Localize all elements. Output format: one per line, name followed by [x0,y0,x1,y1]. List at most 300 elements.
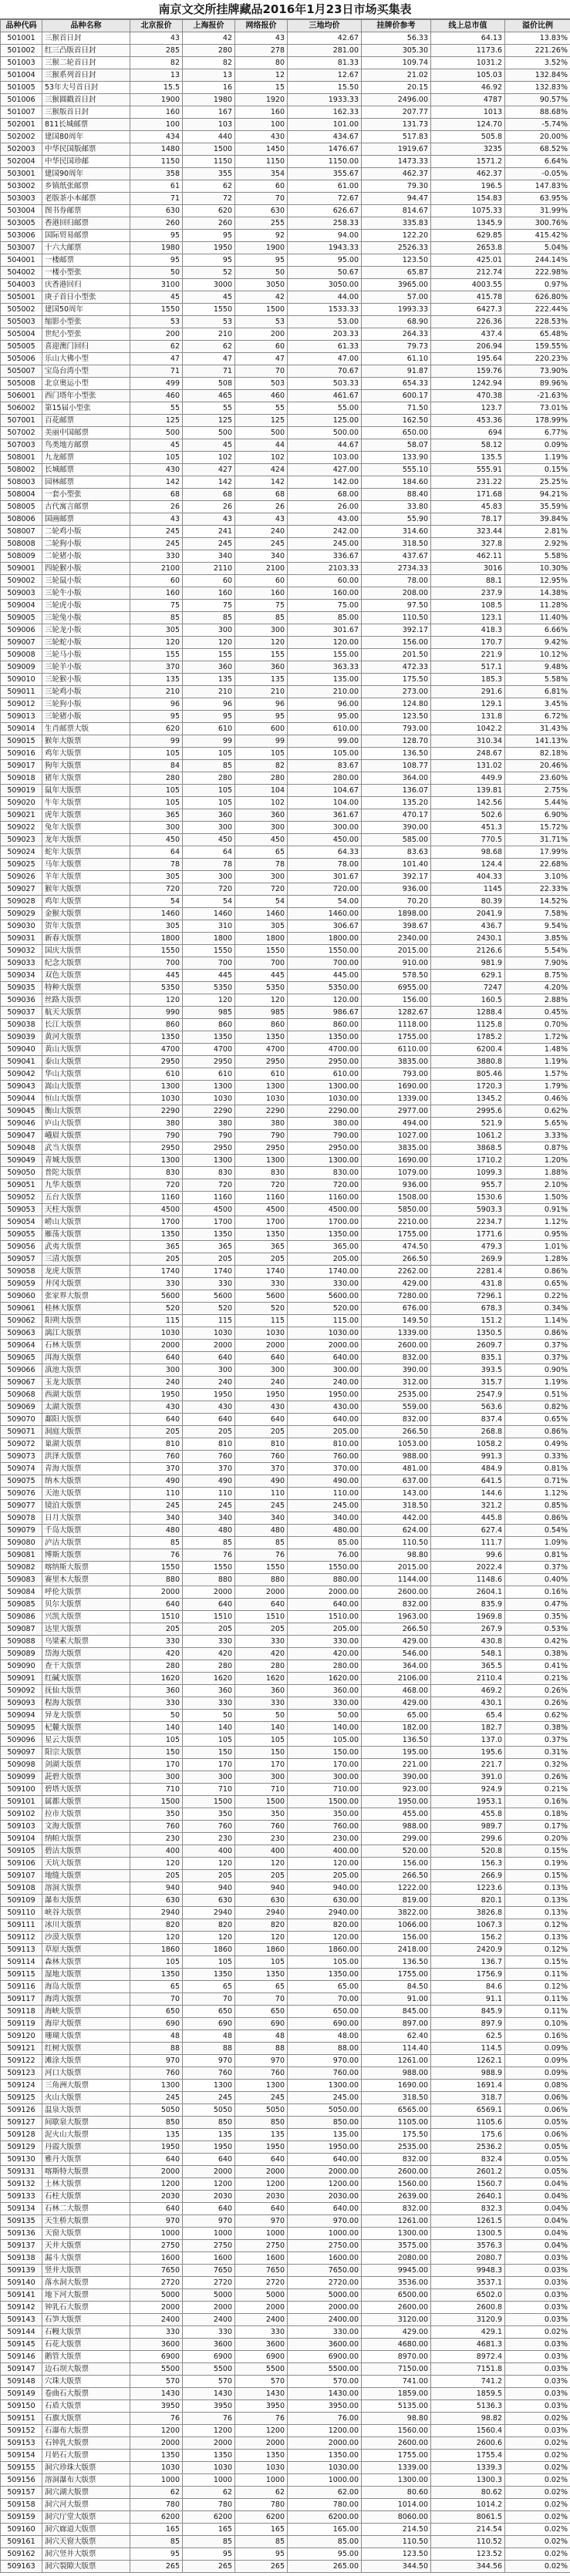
beijing-price-cell: 245 [130,1500,183,1512]
shanghai-price-cell: 82 [183,57,235,69]
premium-ratio-cell: 1.14% [505,1315,570,1327]
table-row [1,1907,570,1919]
name-cell: 红树大版票 [42,2043,130,2055]
shanghai-price-cell: 420 [183,1648,235,1660]
listing-reference-cell: 3965.00 [362,279,431,291]
online-price-cell: 1030 [235,1093,288,1105]
market-value-cell: 3537.1 [431,2277,505,2289]
market-value-cell: 221.7 [431,1759,505,1771]
listing-reference-cell: 390.00 [362,822,431,834]
average-price-cell: 1000.00 [288,2474,362,2487]
market-value-cell: 453.36 [431,415,505,427]
premium-ratio-cell: 0.15% [505,1956,570,1969]
beijing-price-cell: 880 [130,1574,183,1586]
code-cell: 509125 [1,2092,42,2104]
shanghai-price-cell: 860 [183,1019,235,1031]
premium-ratio-cell: 0.17% [505,1821,570,1833]
average-price-cell: 626.67 [288,205,362,217]
table-row [1,760,570,772]
online-price-cell: 880 [235,1574,288,1586]
code-cell: 503002 [1,180,42,193]
beijing-price-cell: 53 [130,316,183,328]
name-cell: 碧沽大版票 [42,1845,130,1858]
name-cell: 华山大版票 [42,1068,130,1081]
market-value-cell: 84.6 [431,1981,505,1993]
shanghai-price-cell: 115 [183,1315,235,1327]
average-price-cell: 120.00 [288,637,362,649]
table-body [1,32,570,2573]
premium-ratio-cell: 1.12% [505,1488,570,1500]
online-price-cell: 200 [235,328,288,341]
shanghai-price-cell: 1860 [183,1944,235,1956]
average-price-cell: 300.00 [288,1364,362,1377]
code-cell: 509130 [1,2154,42,2166]
shanghai-price-cell: 940 [183,1882,235,1895]
online-price-cell: 480 [235,1525,288,1537]
online-price-cell: 120 [235,637,288,649]
premium-ratio-cell: 90.57% [505,94,570,106]
code-cell: 509162 [1,2548,42,2561]
average-price-cell: 1740.00 [288,1266,362,1278]
listing-reference-cell: 1014.00 [362,2499,431,2511]
name-cell: 茈碧大版票 [42,1771,130,1784]
online-price-cell: 5050 [235,2104,288,2117]
code-cell: 504003 [1,279,42,291]
table-row [1,156,570,168]
average-price-cell: 205.00 [288,1253,362,1266]
table-header [1,20,570,32]
shanghai-price-cell: 365 [183,1241,235,1253]
average-price-cell: 1800.00 [288,933,362,945]
premium-ratio-cell: 0.38% [505,1722,570,1734]
table-row [1,57,570,69]
beijing-price-cell: 3950 [130,2400,183,2413]
online-price-cell: 62 [235,2487,288,2499]
code-cell: 503007 [1,242,42,254]
online-price-cell: 2000 [235,2302,288,2314]
name-cell: 图书券邮票 [42,205,130,217]
name-cell: 落水洞大版票 [42,2277,130,2289]
premium-ratio-cell: 0.09% [505,2055,570,2067]
online-price-cell: 1800 [235,933,288,945]
code-cell: 501002 [1,45,42,57]
beijing-price-cell: 200 [130,328,183,341]
beijing-price-cell: 1550 [130,304,183,316]
market-value-cell: 99.6 [431,1549,505,1562]
average-price-cell: 970.00 [288,2055,362,2067]
name-cell: 井冈大版票 [42,1278,130,1290]
code-cell: 509150 [1,2400,42,2413]
beijing-price-cell: 780 [130,2499,183,2511]
shanghai-price-cell: 6900 [183,2351,235,2363]
listing-reference-cell: 3536.00 [362,2277,431,2289]
market-value-cell: 2600.8 [431,2302,505,2314]
name-cell: 五台大版票 [42,1192,130,1204]
table-row [1,1562,570,1574]
code-cell: 509025 [1,859,42,871]
premium-ratio-cell: 2.75% [505,785,570,797]
name-cell: 宝岛台湾小型 [42,365,130,378]
code-cell: 503001 [1,168,42,180]
shanghai-price-cell: 165 [183,2524,235,2536]
shanghai-price-cell: 280 [183,1660,235,1673]
online-price-cell: 160 [235,587,288,600]
market-value-cell: 137.0 [431,1734,505,1747]
average-price-cell: 2000.00 [288,2437,362,2450]
online-price-cell: 105 [235,1956,288,1969]
beijing-price-cell: 305 [130,920,183,933]
market-value-cell: 1771.6 [431,1229,505,1241]
market-value-cell: 431.8 [431,1278,505,1290]
table-row [1,1438,570,1451]
table-row [1,476,570,489]
premium-ratio-cell: 14.52% [505,896,570,908]
table-row [1,1118,570,1130]
code-cell: 509090 [1,1660,42,1673]
shanghai-price-cell: 125 [183,415,235,427]
beijing-price-cell: 1550 [130,945,183,957]
beijing-price-cell: 2030 [130,2191,183,2203]
market-value-cell: 445.8 [431,1512,505,1525]
shanghai-price-cell: 42 [183,32,235,45]
beijing-price-cell: 340 [130,1512,183,1525]
average-price-cell: 360.00 [288,1685,362,1697]
online-price-cell: 120 [235,994,288,1007]
listing-reference-cell: 481.00 [362,1463,431,1475]
beijing-price-cell: 2290 [130,1105,183,1118]
table-row [1,291,570,304]
premium-ratio-cell: 0.02% [505,2499,570,2511]
beijing-price-cell: 280 [130,1660,183,1673]
online-price-cell: 430 [235,131,288,143]
premium-ratio-cell: 1.28% [505,1253,570,1266]
code-cell: 509048 [1,1142,42,1155]
online-price-cell: 104 [235,785,288,797]
table-row [1,846,570,859]
code-cell: 509077 [1,1500,42,1512]
average-price-cell: 50.00 [288,1710,362,1722]
beijing-price-cell: 1350 [130,1969,183,1981]
table-row [1,242,570,254]
listing-reference-cell: 1898.00 [362,908,431,920]
market-value-cell: 1755.4 [431,2450,505,2462]
beijing-price-cell: 1350 [130,1229,183,1241]
market-value-cell: 46.92 [431,82,505,94]
beijing-price-cell: 570 [130,2376,183,2388]
average-price-cell: 135.00 [288,674,362,686]
name-cell: 建国90周年 [42,168,130,180]
name-cell: 洞穴湖大版票 [42,2487,130,2499]
average-price-cell: 61.33 [288,341,362,353]
shanghai-price-cell: 1000 [183,2474,235,2487]
listing-reference-cell: 33.80 [362,501,431,513]
name-cell: 火山大版票 [42,2092,130,2104]
table-row [1,1179,570,1192]
table-row [1,883,570,896]
premium-ratio-cell: 0.09% [505,2067,570,2080]
average-price-cell: 700.00 [288,957,362,970]
premium-ratio-cell: 3.33% [505,1130,570,1142]
code-cell: 509053 [1,1204,42,1216]
market-value-cell: 1571.2 [431,156,505,168]
name-cell: 碧塔大版票 [42,1784,130,1796]
online-price-cell: 5500 [235,2363,288,2376]
code-cell: 509046 [1,1118,42,1130]
beijing-price-cell: 1800 [130,933,183,945]
listing-reference-cell: 2600.00 [362,2437,431,2450]
beijing-price-cell: 105 [130,797,183,809]
online-price-cell: 503 [235,378,288,390]
code-cell: 509098 [1,1759,42,1771]
shanghai-price-cell: 370 [183,1463,235,1475]
market-value-cell: 835.9 [431,1599,505,1611]
name-cell: 玉龙大版票 [42,1377,130,1389]
listing-reference-cell: 8970.00 [362,2351,431,2363]
average-price-cell: 336.67 [288,550,362,563]
code-cell: 509002 [1,575,42,587]
beijing-price-cell: 245 [130,538,183,550]
shanghai-price-cell: 1700 [183,1216,235,1229]
listing-reference-cell: 3575.00 [362,2240,431,2252]
code-cell: 509060 [1,1290,42,1303]
premium-ratio-cell: 3.52% [505,57,570,69]
listing-reference-cell: 88.40 [362,489,431,501]
code-cell: 509143 [1,2314,42,2326]
code-cell: 509140 [1,2277,42,2289]
average-price-cell: 355.67 [288,168,362,180]
market-value-cell: 160.5 [431,994,505,1007]
name-cell: 泰山大版票 [42,1056,130,1068]
name-cell: 航天大版票 [42,1007,130,1019]
listing-reference-cell: 175.50 [362,2129,431,2141]
listing-reference-cell: 988.00 [362,2067,431,2080]
name-cell: 武夷大版票 [42,1241,130,1253]
table-row [1,896,570,908]
table-row [1,168,570,180]
code-cell: 509068 [1,1389,42,1401]
shanghai-price-cell: 1200 [183,2178,235,2191]
shanghai-price-cell: 4700 [183,1044,235,1056]
market-value-cell: 321.2 [431,1500,505,1512]
premium-ratio-cell: 0.21% [505,1784,570,1796]
name-cell: 九龙邮票 [42,452,130,464]
market-value-cell: 4787 [431,94,505,106]
shanghai-price-cell: 1350 [183,1031,235,1044]
average-price-cell: 245.00 [288,538,362,550]
name-cell: 石瀑布大版票 [42,2425,130,2437]
market-value-cell: 820.1 [431,1895,505,1907]
average-price-cell: 44.67 [288,439,362,452]
name-cell: 洞穴天窗大版票 [42,2536,130,2548]
listing-reference-cell: 344.50 [362,2561,431,2573]
online-price-cell: 42 [235,291,288,304]
table-row [1,2363,570,2376]
online-price-cell: 205 [235,1870,288,1882]
average-price-cell: 120.00 [288,1858,362,1870]
beijing-price-cell: 2000 [130,2166,183,2178]
premium-ratio-cell: 0.38% [505,1648,570,1660]
listing-reference-cell: 1282.67 [362,1007,431,1019]
online-price-cell: 305 [235,920,288,933]
premium-ratio-cell: 0.16% [505,1796,570,1808]
listing-reference-cell: 78.00 [362,575,431,587]
table-row [1,2425,570,2437]
market-value-cell: 135.5 [431,452,505,464]
premium-ratio-cell: 0.95% [505,1229,570,1241]
name-cell: 沙漠大版票 [42,1932,130,1944]
code-cell: 509057 [1,1253,42,1266]
beijing-price-cell: 820 [130,1919,183,1932]
listing-reference-cell: 468.00 [362,1685,431,1697]
table-row [1,575,570,587]
premium-ratio-cell: 0.45% [505,1007,570,1019]
online-price-cell: 810 [235,1438,288,1451]
listing-reference-cell: 1339.00 [362,2462,431,2474]
table-row [1,1537,570,1549]
average-price-cell: 1950.00 [288,2141,362,2154]
average-price-cell: 81.33 [288,57,362,69]
online-price-cell: 5600 [235,1290,288,1303]
beijing-price-cell: 2720 [130,2277,183,2289]
average-price-cell: 1476.67 [288,143,362,156]
table-row [1,785,570,797]
shanghai-price-cell: 55 [183,402,235,415]
average-price-cell: 5000.00 [288,2289,362,2302]
premium-ratio-cell: 0.33% [505,1451,570,1463]
premium-ratio-cell: 0.42% [505,1636,570,1648]
beijing-price-cell: 420 [130,1648,183,1660]
market-value-cell: 1058.2 [431,1438,505,1451]
average-price-cell: 72.67 [288,193,362,205]
beijing-price-cell: 99 [130,735,183,748]
name-cell: 三轮蛇小版 [42,637,130,649]
online-price-cell: 240 [235,526,288,538]
premium-ratio-cell: 0.03% [505,2339,570,2351]
listing-reference-cell: 56.33 [362,32,431,45]
online-price-cell: 460 [235,390,288,402]
listing-reference-cell: 1027.00 [362,1130,431,1142]
market-value-cell: 2536.2 [431,2141,505,2154]
market-value-cell: 8061.5 [431,2511,505,2524]
shanghai-price-cell: 1430 [183,2388,235,2400]
beijing-price-cell: 330 [130,1636,183,1648]
market-value-cell: 555.91 [431,464,505,476]
name-cell: 红三凸版首日封 [42,45,130,57]
shanghai-price-cell: 1350 [183,1229,235,1241]
online-price-cell: 3050 [235,279,288,291]
online-price-cell: 610 [235,1068,288,1081]
shanghai-price-cell: 2950 [183,1142,235,1155]
name-cell: 属都大版票 [42,1796,130,1808]
beijing-price-cell: 62 [130,2487,183,2499]
table-row [1,2055,570,2067]
code-cell: 509113 [1,1944,42,1956]
market-value-cell: 175.6 [431,2129,505,2141]
code-cell: 509120 [1,2030,42,2043]
shanghai-price-cell: 3000 [183,279,235,291]
average-price-cell: 503.33 [288,378,362,390]
market-value-cell: 1350.5 [431,1327,505,1340]
listing-reference-cell: 131.73 [362,119,431,131]
market-value-cell: 1148.6 [431,1574,505,1586]
average-price-cell: 2030.00 [288,2191,362,2203]
online-price-cell: 1300 [235,1155,288,1167]
online-price-cell: 2100 [235,563,288,575]
online-price-cell: 1160 [235,1192,288,1204]
beijing-price-cell: 45 [130,291,183,304]
listing-reference-cell: 398.67 [362,920,431,933]
table-row [1,1685,570,1697]
table-row [1,513,570,526]
code-cell: 509044 [1,1093,42,1105]
beijing-price-cell: 1860 [130,1944,183,1956]
market-value-cell: 237.9 [431,587,505,600]
name-cell: 查干大版票 [42,1660,130,1673]
shanghai-price-cell: 355 [183,168,235,180]
name-cell: 珊瑚大版票 [42,2030,130,2043]
premium-ratio-cell: 0.02% [505,2474,570,2487]
online-price-cell: 300 [235,1771,288,1784]
listing-reference-cell: 195.00 [362,1747,431,1759]
listing-reference-cell: 1144.00 [362,1574,431,1586]
name-cell: 天生桥大版票 [42,2215,130,2228]
beijing-price-cell: 1500 [130,1796,183,1808]
premium-ratio-cell: 11.40% [505,612,570,624]
premium-ratio-cell: 0.34% [505,1303,570,1315]
average-price-cell: 427.00 [288,464,362,476]
premium-ratio-cell: 4.20% [505,982,570,994]
online-price-cell: 720 [235,1179,288,1192]
beijing-price-cell: 1980 [130,242,183,254]
name-cell: 兔年大版票 [42,822,130,834]
average-price-cell: 50.67 [288,267,362,279]
online-price-cell: 96 [235,698,288,711]
listing-reference-cell: 1690.00 [362,1081,431,1093]
online-price-cell: 2290 [235,1105,288,1118]
shanghai-price-cell: 167 [183,106,235,119]
name-cell: 狗年大版票 [42,760,130,772]
average-price-cell: 300.00 [288,1771,362,1784]
online-price-cell: 54 [235,896,288,908]
listing-reference-cell: 299.00 [362,1833,431,1845]
premium-ratio-cell: 7.58% [505,908,570,920]
shanghai-price-cell: 26 [183,501,235,513]
table-row [1,1525,570,1537]
online-price-cell: 360 [235,661,288,674]
table-row [1,1155,570,1167]
average-price-cell: 70.67 [288,365,362,378]
online-price-cell: 1030 [235,1327,288,1340]
listing-reference-cell: 264.33 [362,328,431,341]
code-cell: 509052 [1,1192,42,1204]
beijing-price-cell: 358 [130,168,183,180]
code-cell: 509045 [1,1105,42,1118]
listing-reference-cell: 429.00 [362,1636,431,1648]
name-cell: 纪念大版票 [42,957,130,970]
average-price-cell: 650.00 [288,2006,362,2018]
beijing-price-cell: 760 [130,2067,183,2080]
market-value-cell: 108.5 [431,600,505,612]
beijing-price-cell: 2940 [130,1907,183,1919]
code-cell: 509135 [1,2215,42,2228]
listing-reference-cell: 207.77 [362,106,431,119]
table-row [1,1636,570,1648]
shanghai-price-cell: 205 [183,1253,235,1266]
average-price-cell: 60.00 [288,575,362,587]
premium-ratio-cell: 0.05% [505,2166,570,2178]
premium-ratio-cell: 0.03% [505,2289,570,2302]
beijing-price-cell: 105 [130,748,183,760]
